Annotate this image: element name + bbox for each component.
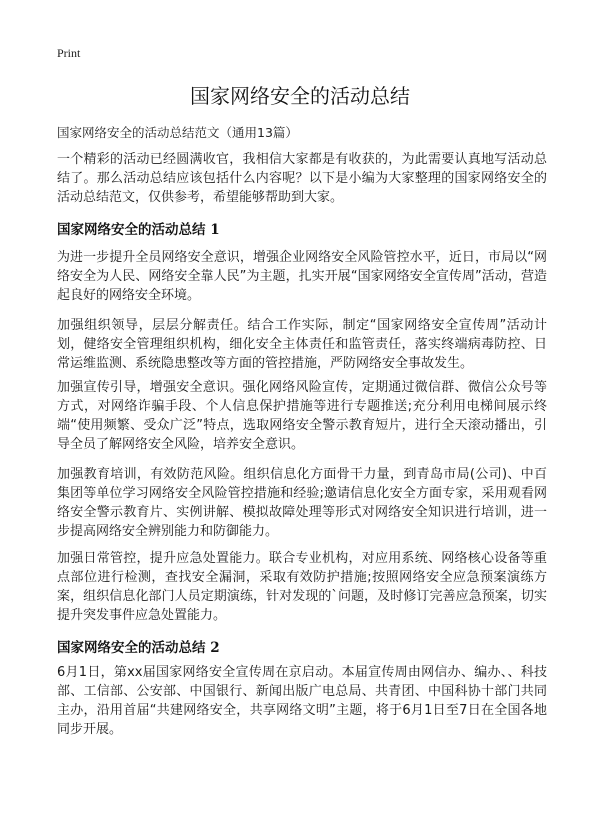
- print-label[interactable]: Print: [57, 46, 81, 60]
- page-title: 国家网络安全的活动总结: [190, 84, 410, 108]
- section-heading-1: 国家网络安全的活动总结 1: [57, 222, 220, 238]
- section1-paragraph-5: 加强日常管控，提升应急处置能力。联合专业机构，对应用系统、网络核心设备等重点部位进行检测，查找安全漏洞，采取有效防护措施;按照网络安全应急预案演练方案，组织信息化部门人员定期演练，针对发现的`问题，及时修订完善应急预案，切实提升突发事件应急处置能力。: [57, 551, 547, 623]
- page-subtitle: 国家网络安全的活动总结范文（通用13篇）: [57, 125, 298, 140]
- section-heading-2: 国家网络安全的活动总结 2: [57, 640, 220, 656]
- section1-paragraph-1: 为进一步提升全员网络安全意识，增强企业网络安全风险管控水平，近日，市局以“网络安全为人民、网络安全靠人民”为主题，扎实开展“国家网络安全宣传周”活动，营造起良好的网络安全环境。: [57, 250, 547, 303]
- intro-paragraph: 一个精彩的活动已经圆满收官，我相信大家都是有收获的，为此需要认真地写活动总结了。那么活动总结应该包括什么内容呢？以下是小编为大家整理的国家网络安全的活动总结范文，仅供参考，希望能够帮助到大家。: [57, 152, 547, 205]
- section2-paragraph-1: 6月1日，第xx届国家网络安全宣传周在京启动。本届宣传周由网信办、编办、、科技部、工信部、公安部、中国银行、新闻出版广电总局、共青团、中国科协十部门共同主办，沿用首届“共建网络安全，共享网络文明”主题，将于6月1日至7日在全国各地同步开展。: [57, 665, 547, 737]
- section1-paragraph-4: 加强教育培训，有效防范风险。组织信息化方面骨干力量，到青岛市局(公司)、中百集团等单位学习网络安全风险管控措施和经验;邀请信息化安全方面专家，采用观看网络安全警示教育片、实例讲解、模拟故障处理等形式对网络安全知识进行培训，进一步提高网络安全辨别能力和防御能力。: [57, 467, 547, 539]
- section1-paragraph-2: 加强组织领导，层层分解责任。结合工作实际，制定“国家网络安全宣传周”活动计划，健络安全管理组织机构，细化安全主体责任和监管责任，落实终端病毒防控、日常运维监测、系统隐患整改等方面的管控措施，严防网络安全事故发生。: [57, 318, 547, 371]
- section1-paragraph-3: 加强宣传引导，增强安全意识。强化网络风险宣传，定期通过微信群、微信公众号等方式，对网络诈骗手段、个人信息保护措施等进行专题推送;充分利用电梯间展示终端“使用频繁、受众广泛”特点，选取网络安全警示教育短片，进行全天滚动播出，引导全员了解网络安全风险，培养安全意识。: [57, 380, 547, 452]
